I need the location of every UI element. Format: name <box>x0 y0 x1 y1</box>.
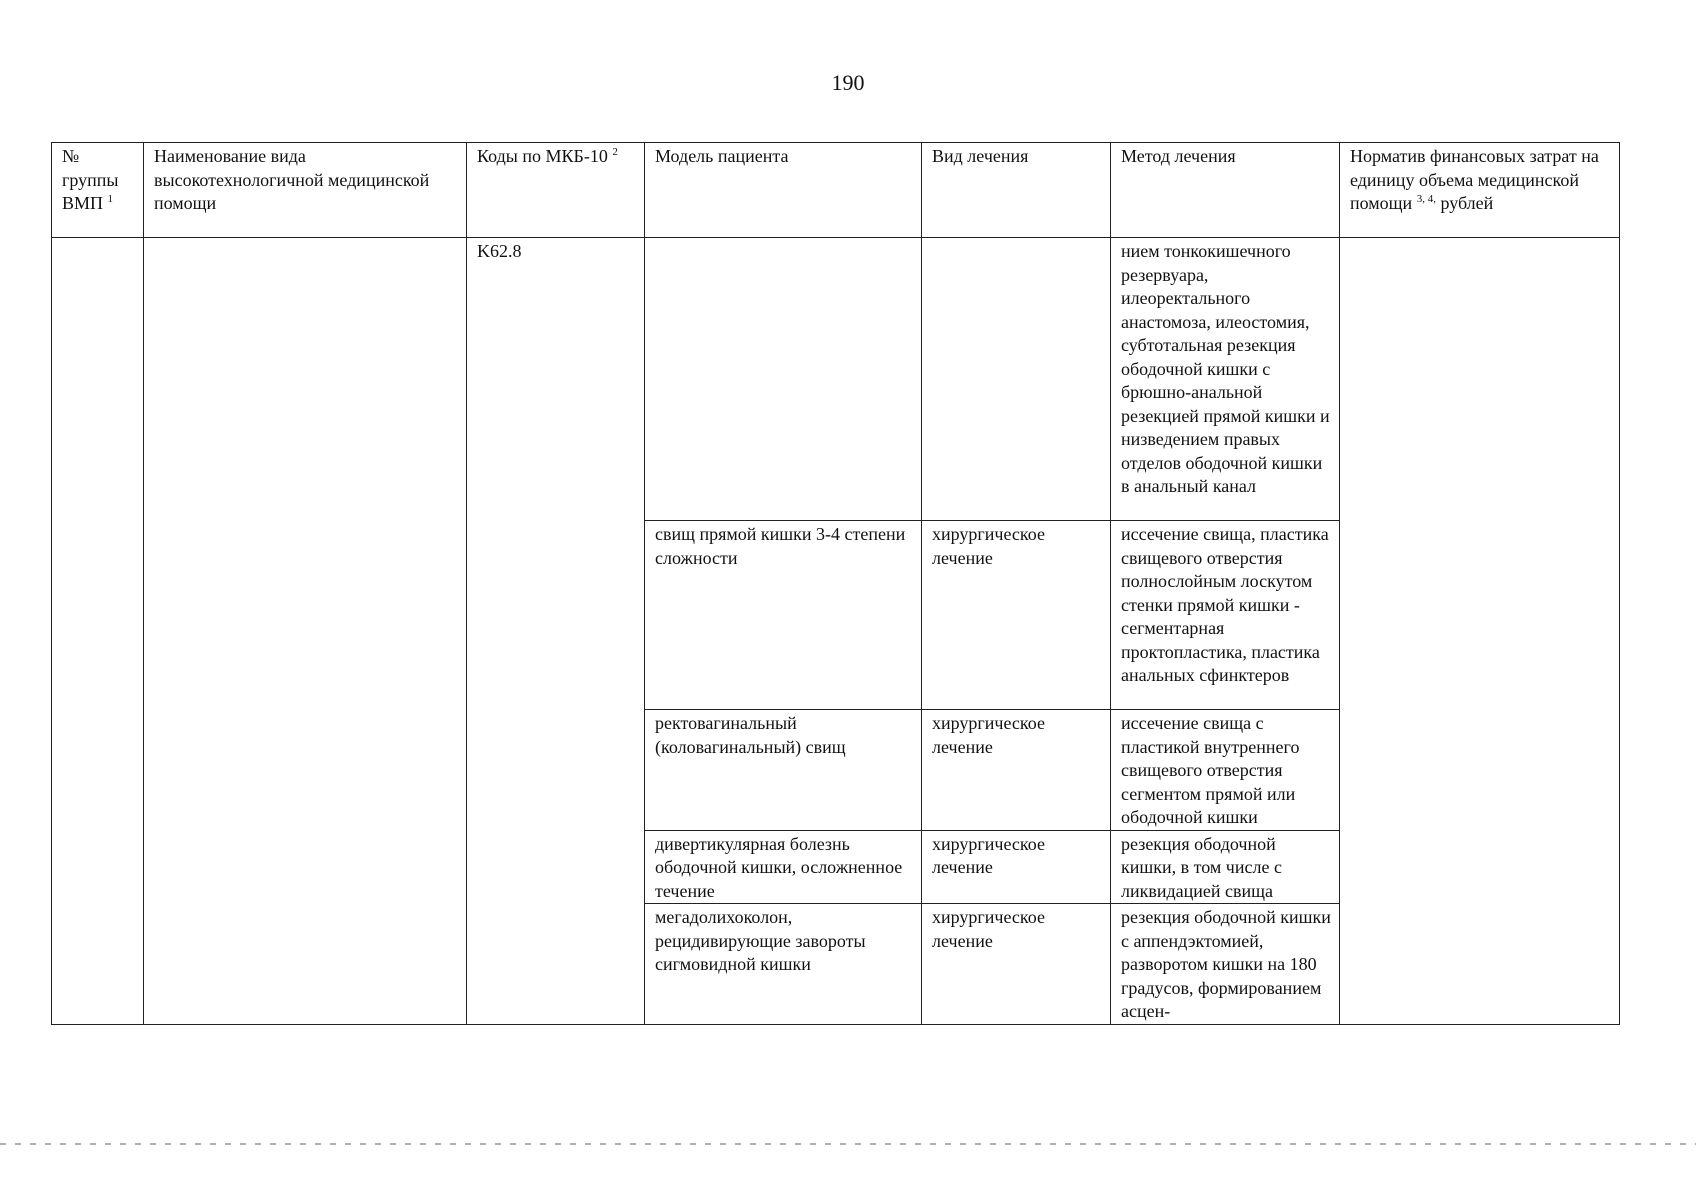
header-cost-norm: Норматив финансовых затрат на единицу объема медицинской помощи $^{3, 4,}$ рублей <box>1340 143 1620 238</box>
treatment-method-cell: иссечение свища с пластикой внутреннего свищевого отверстия сегментом прямой или ободочной кишки <box>1111 710 1340 831</box>
header-patient-model: Модель пациента <box>645 143 922 238</box>
header-group-number: № группы ВМП $^1$ <box>52 143 144 238</box>
patient-model-cell: дивертикулярная болезнь ободочной кишки, осложненное течение <box>645 830 922 904</box>
patient-model-cell: свищ прямой кишки 3-4 степени сложности <box>645 521 922 710</box>
cost-norm-cell <box>1340 238 1620 1025</box>
patient-model-cell <box>645 238 922 521</box>
patient-model-cell: мегадолихоколон, рецидивирующие завороты сигмовидной кишки <box>645 904 922 1025</box>
footnote-mark: 1 <box>107 193 114 205</box>
treatment-method-cell: нием тонкокишечного резервуара, илеоректального анастомоза, илеостомия, субтотальная резекция ободочной кишки с брюшно-анальной резекцией прямой кишки и низведением правых отделов ободочной кишки в анальный канал <box>1111 238 1340 521</box>
care-name-cell <box>144 238 467 1025</box>
page-number: 190 <box>831 70 865 95</box>
treatment-type-cell: хирургическое лечение <box>922 710 1111 831</box>
table-header-row <box>52 143 1620 238</box>
table-row <box>52 238 1620 521</box>
footnote-mark: 3, 4, <box>1416 193 1436 205</box>
vmp-table <box>51 142 1620 1025</box>
icd-codes-cell: K62.8 <box>467 238 645 1025</box>
treatment-type-cell: хирургическое лечение <box>922 904 1111 1025</box>
header-care-name: Наименование вида высокотехнологичной медицинской помощи <box>144 143 467 238</box>
footnote-mark: 2 <box>612 146 618 158</box>
scan-artifact-line <box>0 1143 1696 1145</box>
treatment-method-cell: резекция ободочной кишки с аппендэктомией, разворотом кишки на 180 градусов, формированием асцен- <box>1111 904 1340 1025</box>
header-icd-codes: Коды по МКБ-10 $^2$ <box>467 143 645 238</box>
header-treatment-method: Метод лечения <box>1111 143 1340 238</box>
patient-model-cell: ректовагинальный (коловагинальный) свищ <box>645 710 922 831</box>
treatment-type-cell: хирургическое лечение <box>922 521 1111 710</box>
treatment-method-cell: иссечение свища, пластика свищевого отверстия полнослойным лоскутом стенки прямой кишки - сегментарная проктопластика, пластика анальных сфинктеров <box>1111 521 1340 710</box>
header-treatment-type: Вид лечения <box>922 143 1111 238</box>
group-number-cell <box>52 238 144 1025</box>
treatment-method-cell: резекция ободочной кишки, в том числе с ликвидацией свища <box>1111 830 1340 904</box>
treatment-type-cell: хирургическое лечение <box>922 830 1111 904</box>
treatment-type-cell <box>922 238 1111 521</box>
